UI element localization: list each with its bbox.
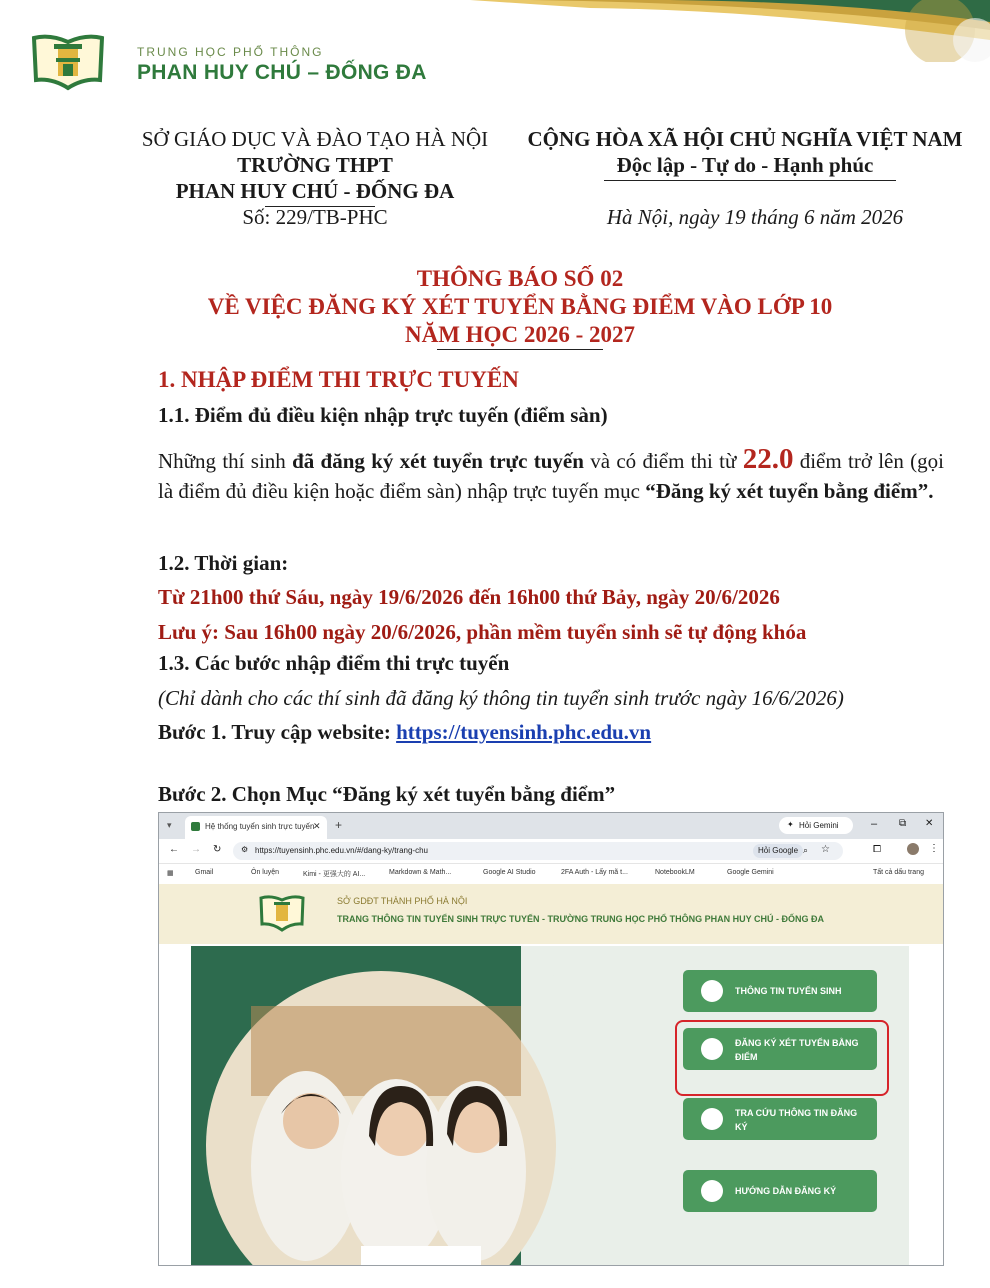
nav-lookup-registration[interactable] — [683, 1098, 877, 1140]
menu-icon[interactable]: ⋮ — [929, 843, 939, 854]
bookmark-star-icon[interactable]: ☆ — [821, 844, 830, 855]
site-info-icon[interactable]: ⚙ — [241, 845, 249, 854]
cutoff-score: 22.0 — [742, 443, 794, 475]
back-icon[interactable]: ← — [169, 844, 179, 855]
address-bar-row — [159, 839, 943, 864]
divider — [437, 349, 603, 350]
notice-subject: VỀ VIỆC ĐĂNG KÝ XÉT TUYỂN BẰNG ĐIỂM VÀO LỚP 10 — [207, 294, 833, 319]
bookmark-onluyen[interactable]: Ôn luyện — [251, 869, 280, 876]
book-icon — [701, 1180, 723, 1202]
bookmark-gemini[interactable]: Google Gemini — [727, 869, 774, 876]
search-user-icon — [701, 1108, 723, 1130]
national-title: CỘNG HÒA XÃ HỘI CHỦ NGHĨA VIỆT NAM — [527, 127, 963, 151]
text: điểm trở lên (gọi là điểm đủ điều kiện hoặc điểm sàn) nhập trực tuyến mục — [158, 449, 944, 503]
document-icon — [701, 980, 723, 1002]
logo-subtitle: TRUNG HỌC PHỔ THÔNG — [137, 45, 324, 59]
document-date: Hà Nội, ngày 19 tháng 6 năm 2026 — [606, 205, 904, 229]
lock-note: Lưu ý: Sau 16h00 ngày 20/6/2026, phần mềm tuyển sinh sẽ tự động khóa — [158, 620, 807, 644]
text-bold: đã đăng ký xét tuyển trực tuyến — [292, 449, 584, 473]
reload-icon[interactable]: ↻ — [213, 844, 222, 855]
site-logo — [259, 894, 305, 934]
button-label: ĐĂNG KÝ XÉT TUYỂN BẰNG ĐIỂM — [735, 1038, 859, 1062]
paragraph-eligibility — [158, 444, 944, 506]
subsection-1-1: 1.1. Điểm đủ điều kiện nhập trực tuyến (điểm sàn) — [158, 403, 608, 427]
all-bookmarks[interactable]: Tất cả dấu trang — [873, 869, 924, 876]
text-bold: “Đăng ký xét tuyển bằng điểm”. — [645, 479, 934, 503]
tab-list-icon[interactable]: ▾ — [167, 820, 172, 830]
extensions-icon[interactable]: ⧠ — [873, 844, 881, 855]
gemini-label: Hỏi Gemini — [799, 821, 839, 830]
url-bar[interactable] — [233, 842, 843, 860]
favicon-icon — [191, 822, 200, 831]
notice-title: THÔNG BÁO SỐ 02 — [416, 266, 624, 291]
bookmark-notebooklm[interactable]: NotebookLM — [655, 869, 695, 876]
browser-tab[interactable] — [185, 816, 327, 839]
header-decoration — [470, 0, 990, 62]
school-logo — [30, 32, 106, 94]
gemini-icon: ✦ — [787, 820, 794, 829]
nav-admission-info[interactable] — [683, 970, 877, 1012]
step-2: Bước 2. Chọn Mục “Đăng ký xét tuyển bằng điểm” — [158, 782, 616, 806]
close-tab-icon[interactable]: ✕ — [313, 821, 321, 831]
school-type: TRƯỜNG THPT — [237, 153, 393, 177]
subsection-1-2: 1.2. Thời gian: — [158, 551, 289, 575]
site-header — [159, 884, 943, 944]
button-label: TRA CỨU THÔNG TIN ĐĂNG KÝ — [735, 1108, 858, 1132]
url-text: https://tuyensinh.phc.edu.vn/#/dang-ky/trang-chu — [255, 846, 428, 855]
subsection-1-3: 1.3. Các bước nhập điểm thi trực tuyến — [158, 651, 510, 675]
issuing-authority: SỞ GIÁO DỤC VÀ ĐÀO TẠO HÀ NỘI — [141, 127, 489, 151]
time-window: Từ 21h00 thứ Sáu, ngày 19/6/2026 đến 16h00 thứ Bảy, ngày 20/6/2026 — [158, 585, 780, 609]
maximize-icon[interactable]: ⧉ — [899, 818, 907, 829]
browser-screenshot — [158, 812, 944, 1266]
bookmark-ai-studio[interactable]: Google AI Studio — [483, 869, 536, 876]
site-main — [191, 946, 909, 1265]
site-banner-title: TRANG THÔNG TIN TUYỂN SINH TRỰC TUYẾN - TRƯỜNG TRUNG HỌC PHỔ THÔNG PHAN HUY CHÚ - ĐỐNG ĐA — [337, 914, 824, 924]
bookmark-markdown[interactable]: Markdown & Math... — [389, 869, 452, 876]
tab-bar — [159, 813, 943, 839]
bookmark-2fa[interactable]: 2FA Auth - Lấy mã t... — [561, 869, 628, 876]
zoom-icon[interactable]: ⌕ — [803, 845, 809, 855]
bookmark-kimi[interactable]: Kimi - 更强大的 AI... — [303, 871, 366, 878]
close-window-icon[interactable]: ✕ — [925, 818, 934, 829]
logo-title: PHAN HUY CHÚ – ĐỐNG ĐA — [137, 61, 427, 84]
apps-icon[interactable]: ▦ — [167, 870, 174, 877]
website-link[interactable]: https://tuyensinh.phc.edu.vn — [396, 720, 652, 744]
divider — [604, 180, 896, 181]
document-number: Số: 229/TB-PHC — [242, 205, 388, 229]
button-label: HƯỚNG DẪN ĐĂNG KÝ — [735, 1186, 837, 1196]
profile-avatar[interactable] — [907, 843, 919, 855]
button-label: THÔNG TIN TUYỂN SINH — [735, 986, 842, 996]
section-heading: 1. NHẬP ĐIỂM THI TRỰC TUYẾN — [158, 367, 519, 392]
national-motto: Độc lập - Tự do - Hạnh phúc — [616, 153, 874, 177]
nav-registration-guide[interactable] — [683, 1170, 877, 1212]
bookmark-gmail[interactable]: Gmail — [195, 869, 214, 876]
site-dept: SỞ GDĐT THÀNH PHỐ HÀ NỘI — [337, 896, 468, 906]
gemini-button[interactable] — [779, 817, 853, 834]
new-tab-icon[interactable]: + — [335, 818, 343, 832]
text: và có điểm thi từ — [583, 449, 743, 473]
forward-icon[interactable]: → — [191, 844, 201, 855]
school-year: NĂM HỌC 2026 - 2027 — [405, 322, 635, 347]
ask-google-button[interactable]: Hỏi Google — [753, 844, 803, 858]
bookmarks-bar — [159, 864, 943, 885]
school-name: PHAN HUY CHÚ - ĐỐNG ĐA — [175, 179, 455, 203]
step-1-label: Bước 1. Truy cập website: — [158, 720, 397, 744]
tab-title: Hệ thống tuyển sinh trực tuyến — [205, 822, 315, 831]
highlight-box — [675, 1020, 889, 1096]
eligibility-note: (Chỉ dành cho các thí sinh đã đăng ký thông tin tuyển sinh trước ngày 16/6/2026) — [158, 686, 844, 710]
text: Những thí sinh — [158, 449, 293, 473]
step-1 — [158, 720, 651, 745]
minimize-icon[interactable]: – — [871, 818, 878, 830]
